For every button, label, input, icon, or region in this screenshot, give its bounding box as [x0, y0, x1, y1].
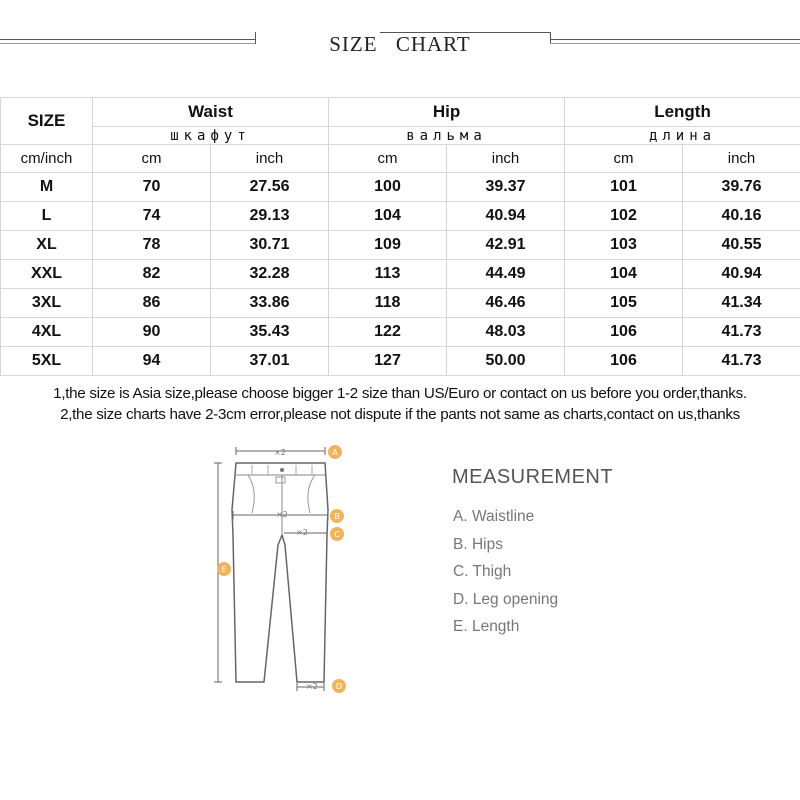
- table-cell: 106: [565, 318, 683, 347]
- unit-cell: cm: [565, 145, 683, 173]
- table-cell: 40.16: [683, 202, 800, 231]
- table-cell: 32.28: [211, 260, 329, 289]
- marker-e-label: E: [221, 565, 227, 574]
- measurement-title: MEASUREMENT: [452, 466, 614, 488]
- table-cell: 27.56: [211, 173, 329, 202]
- table-cell: 41.73: [683, 347, 800, 376]
- marker-c-label: C: [334, 530, 340, 539]
- table-cell: 70: [93, 173, 211, 202]
- table-cell: 104: [565, 260, 683, 289]
- size-cell: 3XL: [1, 289, 93, 318]
- note-size-error: 2,the size charts have 2-3cm error,please not dispute if the pants not same as charts,contact on us,thanks: [60, 406, 740, 423]
- table-cell: 29.13: [211, 202, 329, 231]
- unit-cell: inch: [683, 145, 800, 173]
- size-cell: M: [1, 173, 93, 202]
- length-header: Length: [565, 98, 800, 127]
- note-asia-size: 1,the size is Asia size,please choose bigger 1-2 size than US/Euro or contact on us before you order,thanks.: [53, 385, 747, 402]
- measurement-item-leg-opening: D. Leg opening: [453, 591, 559, 608]
- size-cell: 4XL: [1, 318, 93, 347]
- waist-header: Waist: [93, 98, 329, 127]
- table-cell: 42.91: [447, 231, 565, 260]
- size-cell: XXL: [1, 260, 93, 289]
- title-chart: CHART: [395, 32, 471, 56]
- table-cell: 109: [329, 231, 447, 260]
- table-cell: 101: [565, 173, 683, 202]
- table-row: [1, 202, 800, 231]
- table-cell: 113: [329, 260, 447, 289]
- table-cell: 30.71: [211, 231, 329, 260]
- table-cell: 104: [329, 202, 447, 231]
- pants-measurement-diagram: [200, 435, 360, 705]
- table-cell: 102: [565, 202, 683, 231]
- pants-outline-icon: [232, 463, 328, 682]
- hip-subheader: вальма: [329, 127, 565, 145]
- size-table: [0, 97, 800, 376]
- table-cell: 106: [565, 347, 683, 376]
- thigh-x2-label: ×2: [296, 528, 308, 537]
- size-cell: L: [1, 202, 93, 231]
- table-cell: 118: [329, 289, 447, 318]
- size-column-header: SIZE: [1, 98, 93, 145]
- marker-a-label: A: [332, 448, 338, 457]
- table-cell: 46.46: [447, 289, 565, 318]
- table-cell: 94: [93, 347, 211, 376]
- marker-d-label: D: [335, 682, 343, 691]
- table-row: [1, 347, 800, 376]
- table-cell: 122: [329, 318, 447, 347]
- table-cell: 44.49: [447, 260, 565, 289]
- table-cell: 74: [93, 202, 211, 231]
- waist-x2-label: ×2: [274, 448, 286, 457]
- table-cell: 39.37: [447, 173, 565, 202]
- table-cell: 40.94: [683, 260, 800, 289]
- table-cell: 90: [93, 318, 211, 347]
- units-row: [1, 145, 800, 173]
- table-row: [1, 318, 800, 347]
- table-cell: 41.73: [683, 318, 800, 347]
- measurement-item-waistline: A. Waistline: [453, 508, 535, 525]
- unit-cell: inch: [447, 145, 565, 173]
- table-cell: 105: [565, 289, 683, 318]
- table-cell: 40.94: [447, 202, 565, 231]
- table-row: [1, 260, 800, 289]
- unit-cell: cm: [93, 145, 211, 173]
- table-cell: 100: [329, 173, 447, 202]
- page-title: [0, 32, 800, 57]
- table-cell: 50.00: [447, 347, 565, 376]
- table-row: [1, 173, 800, 202]
- table-cell: 127: [329, 347, 447, 376]
- table-subheader-row: [1, 127, 800, 145]
- table-cell: 103: [565, 231, 683, 260]
- size-cell: XL: [1, 231, 93, 260]
- hips-x2-label: ×2: [276, 510, 288, 519]
- measurement-item-hips: B. Hips: [453, 536, 503, 553]
- table-cell: 78: [93, 231, 211, 260]
- title-size: SIZE: [329, 32, 378, 56]
- hip-header: Hip: [329, 98, 565, 127]
- table-cell: 33.86: [211, 289, 329, 318]
- measurement-item-thigh: C. Thigh: [453, 563, 512, 580]
- size-cell: 5XL: [1, 347, 93, 376]
- table-cell: 40.55: [683, 231, 800, 260]
- leg-x2-label: ×2: [306, 682, 318, 691]
- table-cell: 39.76: [683, 173, 800, 202]
- table-cell: 35.43: [211, 318, 329, 347]
- table-cell: 82: [93, 260, 211, 289]
- unit-label: cm/inch: [1, 145, 93, 173]
- unit-cell: cm: [329, 145, 447, 173]
- size-chart-header: [0, 22, 800, 62]
- measurement-item-length: E. Length: [453, 618, 520, 635]
- table-row: [1, 231, 800, 260]
- table-cell: 86: [93, 289, 211, 318]
- waist-subheader: шкафут: [93, 127, 329, 145]
- table-row: [1, 289, 800, 318]
- table-header-row: [1, 98, 800, 127]
- length-subheader: длина: [565, 127, 800, 145]
- table-cell: 48.03: [447, 318, 565, 347]
- unit-cell: inch: [211, 145, 329, 173]
- marker-b-label: B: [334, 512, 340, 521]
- table-cell: 37.01: [211, 347, 329, 376]
- table-cell: 41.34: [683, 289, 800, 318]
